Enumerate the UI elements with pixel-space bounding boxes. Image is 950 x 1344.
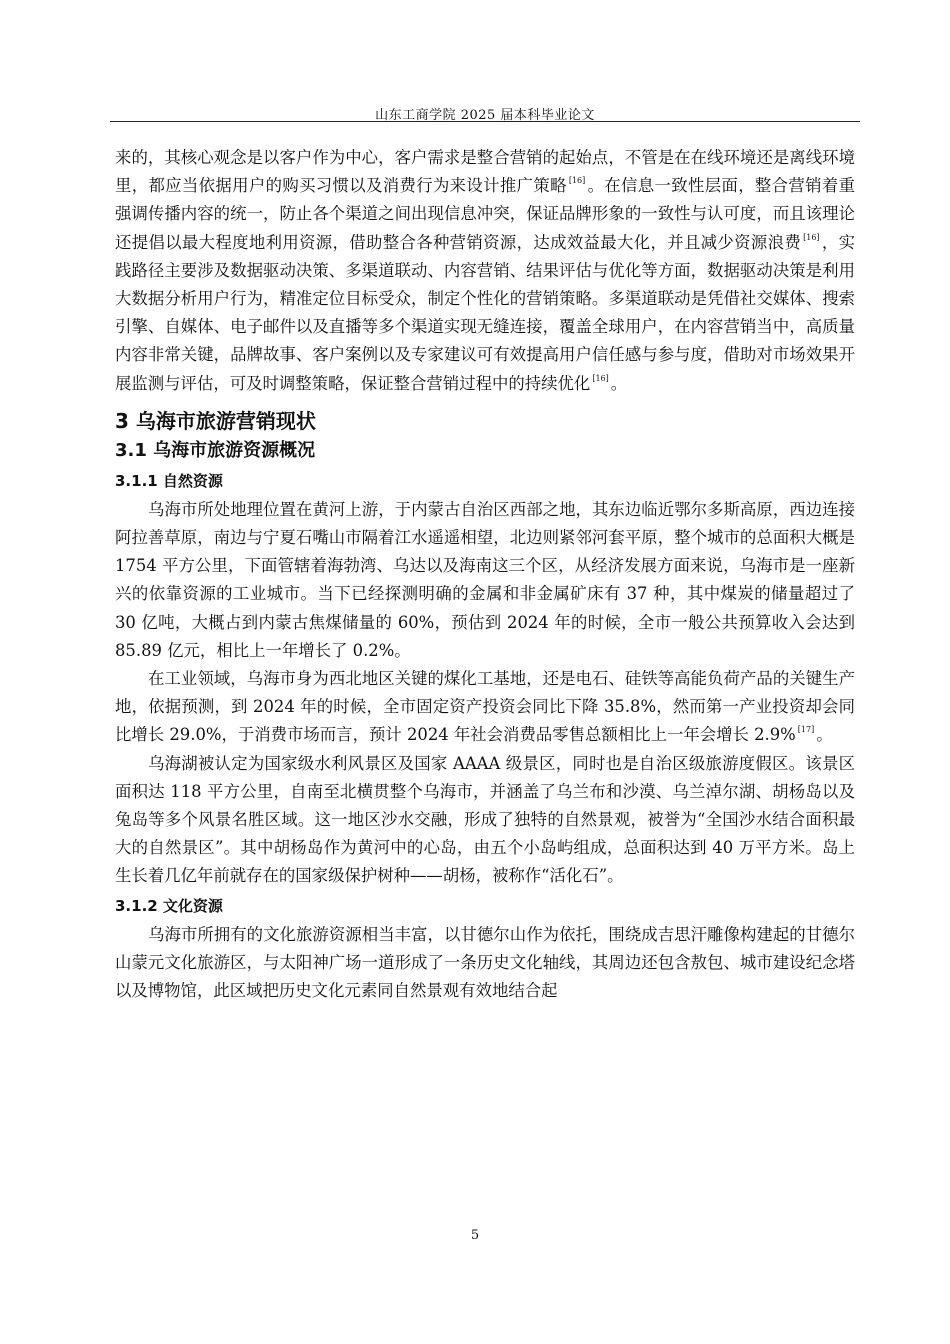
intro-text-4: 。: [610, 373, 628, 393]
section-heading-3-1-2: 3.1.2 文化资源: [115, 896, 223, 915]
citation-ref[interactable]: [16]: [568, 176, 586, 186]
natural-resources-paragraph-1: 乌海市所处地理位置在黄河上游，于内蒙古自治区西部之地，其东边临近鄂尔多斯高原，西边连接阿拉善草原，南边与宁夏石嘴山市隔着江水遥遥相望，北边则紧邻河套平原，整个城市的总面积大概是 1754 平方公里，下面管辖着海勃湾、乌达以及海南这三个区，从经济发展方面来说，乌海市是一座新兴的依靠资源的工业城市。当下已经探测明确的金属和非金属矿床有 37 种，其中煤炭的储量超过了 30 亿吨，大概占到内蒙古焦煤储量的 60%，预估到 2024 年的时候，全市一般公共预算收入会达到 85.89 亿元，相比上一年增长了 0.2%。: [115, 499, 855, 660]
citation-ref[interactable]: [16]: [592, 373, 609, 383]
intro-text-1: 来的，其核心观念是以客户作为中心，客户需求是整合营销的起始点，不管是在在线环境还是离线环境里，都应当依据用户的购买习惯以及消费行为来设计推广策略: [115, 148, 855, 196]
natural-resources-paragraph-3: 乌海湖被认定为国家级水利风景区及国家 AAAA 级景区，同时也是自治区级旅游度假区。该景区面积达 118 平方公里，自南至北横贯整个乌海市，并涵盖了乌兰布和沙漠、乌兰淖尔湖、胡杨岛以及兔岛等多个风景名胜区域。这一地区沙水交融，形成了独特的自然景观，被誉为“全国沙水结合面积最大的自然景区”。其中胡杨岛作为黄河中的心岛，由五个小岛屿组成，总面积达到 40 万平方米。岛上生长着几亿年前就存在的国家级保护树种——胡杨，被称作“活化石”。: [115, 753, 855, 886]
paragraph-text-end: 。: [816, 725, 833, 745]
intro-text-3: ，实践路径主要涉及数据驱动决策、多渠道联动、内容营销、结果评估与优化等方面，数据驱动决策是利用大数据分析用户行为，精准定位目标受众，制定个性化的营销策略。多渠道联动是凭借社交媒体、搜索引擎、自媒体、电子邮件以及直播等多个渠道实现无缝连接，覆盖全球用户，在内容营销当中，高质量内容非常关键，品牌故事、客户案例以及专家建议可有效提高用户信任感与参与度，借助对市场效果开展监测与评估，可及时调整策略，保证整合营销过程中的持续优化: [115, 232, 855, 393]
intro-text-2: 。在信息一致性层面，整合营销着重强调传播内容的统一，防止各个渠道之间出现信息冲突，保证品牌形象的一致性与认可度，而且该理论还提倡以最大程度地利用资源，借助整合各种营销资源，达成效益最大化，并且减少资源浪费: [115, 176, 855, 252]
header-rule: [110, 121, 860, 122]
citation-ref[interactable]: [17]: [797, 725, 815, 735]
page-number: 5: [470, 1228, 480, 1243]
section-heading-3: 3 乌海市旅游营销现状: [115, 408, 316, 433]
section-heading-3-1: 3.1 乌海市旅游资源概况: [115, 439, 316, 461]
section-heading-3-1-1: 3.1.1 自然资源: [115, 471, 223, 490]
intro-paragraph: [115, 144, 855, 398]
page-body: [115, 144, 855, 1005]
running-header: 山东工商学院 2025 届本科毕业论文: [375, 108, 595, 123]
citation-ref[interactable]: [16]: [803, 232, 820, 242]
natural-resources-paragraph-2: [115, 665, 855, 750]
paragraph-text: 在工业领域，乌海市身为西北地区关键的煤化工基地，还是电石、硅铁等高能负荷产品的关键生产地，依据预测，到 2024 年的时候，全市固定资产投资会同比下降 35.8%，然而第一产业投资却会同比增长 29.0%，于消费市场而言，预计 2024 年社会消费品零售总额相比上一年会增长 2.9%: [115, 669, 855, 745]
cultural-resources-paragraph-1: 乌海市所拥有的文化旅游资源相当丰富，以甘德尔山作为依托，围绕成吉思汗雕像构建起的甘德尔山蒙元文化旅游区，与太阳神广场一道形成了一条历史文化轴线，其周边还包含敖包、城市建设纪念塔以及博物馆，此区域把历史文化元素同自然景观有效地结合起: [115, 924, 855, 1001]
